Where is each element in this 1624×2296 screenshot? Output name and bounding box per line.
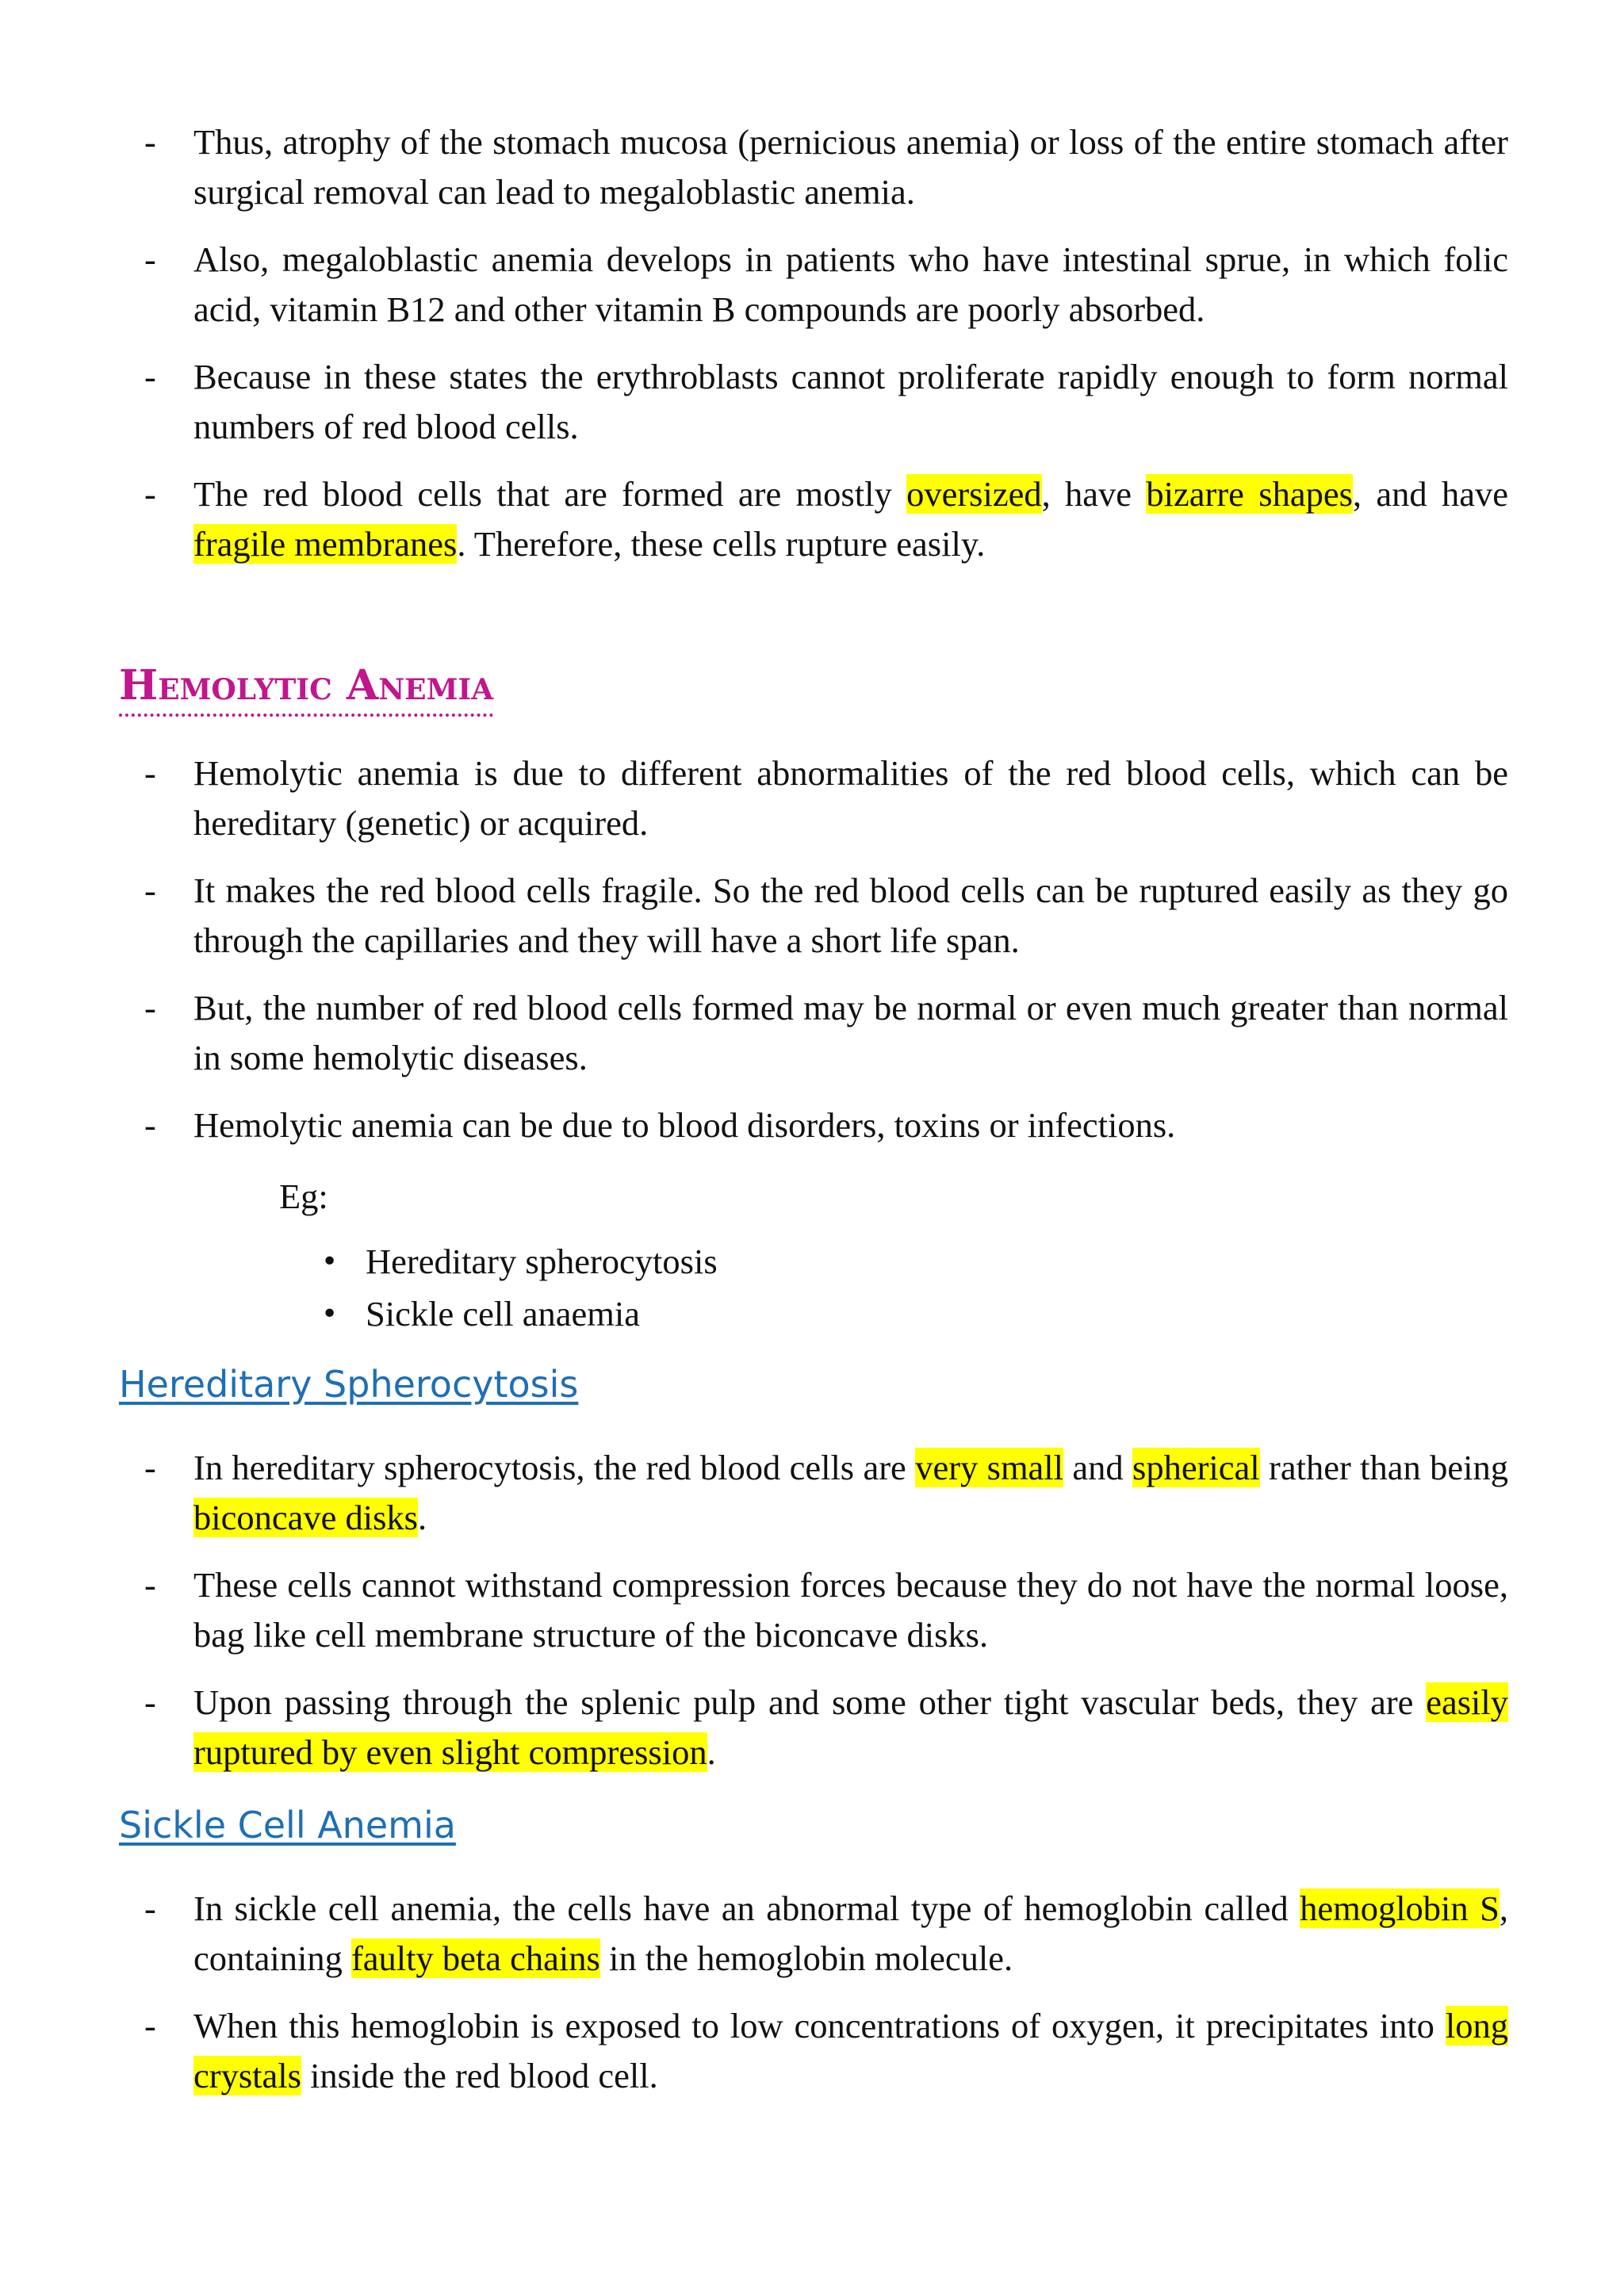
list-item-text [193, 2001, 1508, 2101]
bullet-item [321, 1237, 718, 1287]
text-run: Also, megaloblastic anemia develops in patients who have intestinal sprue, in which folic acid, vitamin B12 and other vitamin B compounds are poorly absorbed. [193, 239, 1508, 329]
highlighted-text: fragile membranes [193, 524, 458, 564]
list-item [144, 117, 1508, 217]
text-run: Thus, atrophy of the stomach mucosa (pernicious anemia) or loss of the entire stomach after surgical removal can lead to megaloblastic anemia. [193, 122, 1508, 212]
list-item [144, 1678, 1508, 1777]
list-dash: - [144, 988, 156, 1027]
highlighted-text: bizarre shapes [1146, 474, 1353, 514]
list-item-text [193, 866, 1508, 966]
section-heading-hemolytic-anemia: Hemolytic Anemia [119, 658, 493, 717]
list-item [144, 235, 1508, 335]
list-item-text [193, 748, 1508, 848]
highlighted-text: biconcave disks [193, 1498, 418, 1537]
subheading-sickle-cell-anemia: Sickle Cell Anemia [119, 1804, 456, 1846]
list-item-text [193, 1678, 1508, 1777]
list-item-text [193, 983, 1508, 1083]
list-dash: - [144, 357, 156, 396]
bullet-item-text: Hereditary spherocytosis [366, 1242, 718, 1281]
list-dash: - [144, 122, 156, 162]
text-run: It makes the red blood cells fragile. So the red blood cells can be ruptured easily as they go through the capillaries and they will have a short life span. [193, 871, 1508, 960]
text-run: These cells cannot withstand compression forces because they do not have the normal loose, bag like cell membrane structure of the biconcave disks. [193, 1565, 1508, 1655]
list-item-text [193, 1100, 1508, 1150]
list-item [144, 983, 1508, 1083]
list-dash: - [144, 239, 156, 279]
list-item [144, 1443, 1508, 1543]
text-run: Because in these states the erythroblasts cannot proliferate rapidly enough to form normal numbers of red blood cells. [193, 357, 1508, 446]
text-run: , and have [1352, 474, 1508, 514]
bullet-item [321, 1289, 640, 1339]
highlighted-text: long crystals [193, 2006, 1508, 2095]
list-dash: - [144, 1448, 156, 1487]
list-dash: - [144, 1105, 156, 1145]
text-run: Hemolytic anemia is due to different abnormalities of the red blood cells, which can be hereditary (genetic) or acquired. [193, 753, 1508, 843]
text-run: The red blood cells that are formed are mostly [193, 474, 907, 514]
list-item-text [193, 1884, 1508, 1984]
text-run: In hereditary spherocytosis, the red blood cells are [193, 1448, 916, 1487]
list-item [144, 2001, 1508, 2101]
list-dash: - [144, 474, 156, 514]
text-run: In sickle cell anemia, the cells have an abnormal type of hemoglobin called [193, 1888, 1300, 1928]
text-run: and [1063, 1448, 1133, 1487]
highlighted-text: oversized [906, 474, 1042, 514]
list-item-text [193, 117, 1508, 217]
highlighted-text: faulty beta chains [350, 1938, 600, 1978]
text-run: . [707, 1732, 716, 1772]
list-item [144, 748, 1508, 848]
text-run: When this hemoglobin is exposed to low concentrations of oxygen, it precipitates into [193, 2006, 1446, 2045]
text-run: Upon passing through the splenic pulp and some other tight vascular beds, they are [193, 1682, 1427, 1722]
text-run: . [418, 1498, 427, 1537]
list-item-text [193, 352, 1508, 452]
list-item [144, 469, 1508, 569]
list-item-text [193, 469, 1508, 569]
bullet-dot: • [321, 1246, 339, 1278]
list-dash: - [144, 753, 156, 793]
bullet-item-text: Sickle cell anaemia [366, 1294, 640, 1334]
highlighted-text: very small [915, 1448, 1064, 1487]
text-run: But, the number of red blood cells formed may be normal or even much greater than normal in some hemolytic diseases. [193, 988, 1508, 1077]
subheading-hereditary-spherocytosis: Hereditary Spherocytosis [119, 1363, 579, 1406]
highlighted-text: spherical [1132, 1448, 1260, 1487]
list-item-text [193, 1560, 1508, 1660]
text-run: Hemolytic anemia can be due to blood disorders, toxins or infections. [193, 1105, 1176, 1145]
list-item [144, 866, 1508, 966]
list-dash: - [144, 1682, 156, 1722]
list-dash: - [144, 2006, 156, 2045]
list-dash: - [144, 1888, 156, 1928]
highlighted-text: hemoglobin S [1300, 1888, 1500, 1928]
list-dash: - [144, 1565, 156, 1605]
text-run: rather than being [1259, 1448, 1509, 1487]
list-item-text [193, 235, 1508, 335]
highlighted-text: easily ruptured by even slight compression [193, 1682, 1508, 1772]
list-item [144, 1560, 1508, 1660]
example-label: Eg: [279, 1177, 328, 1216]
text-run: , have [1041, 474, 1147, 514]
list-dash: - [144, 871, 156, 910]
text-run: . Therefore, these cells rupture easily. [457, 524, 986, 564]
list-item-text [193, 1443, 1508, 1543]
list-item [144, 352, 1508, 452]
bullet-dot: • [321, 1298, 339, 1330]
text-run: in the hemoglobin molecule. [599, 1938, 1013, 1978]
list-item [144, 1884, 1508, 1984]
text-run: , containing [193, 1888, 1508, 1978]
text-run: inside the red blood cell. [301, 2056, 658, 2095]
list-item [144, 1100, 1508, 1150]
